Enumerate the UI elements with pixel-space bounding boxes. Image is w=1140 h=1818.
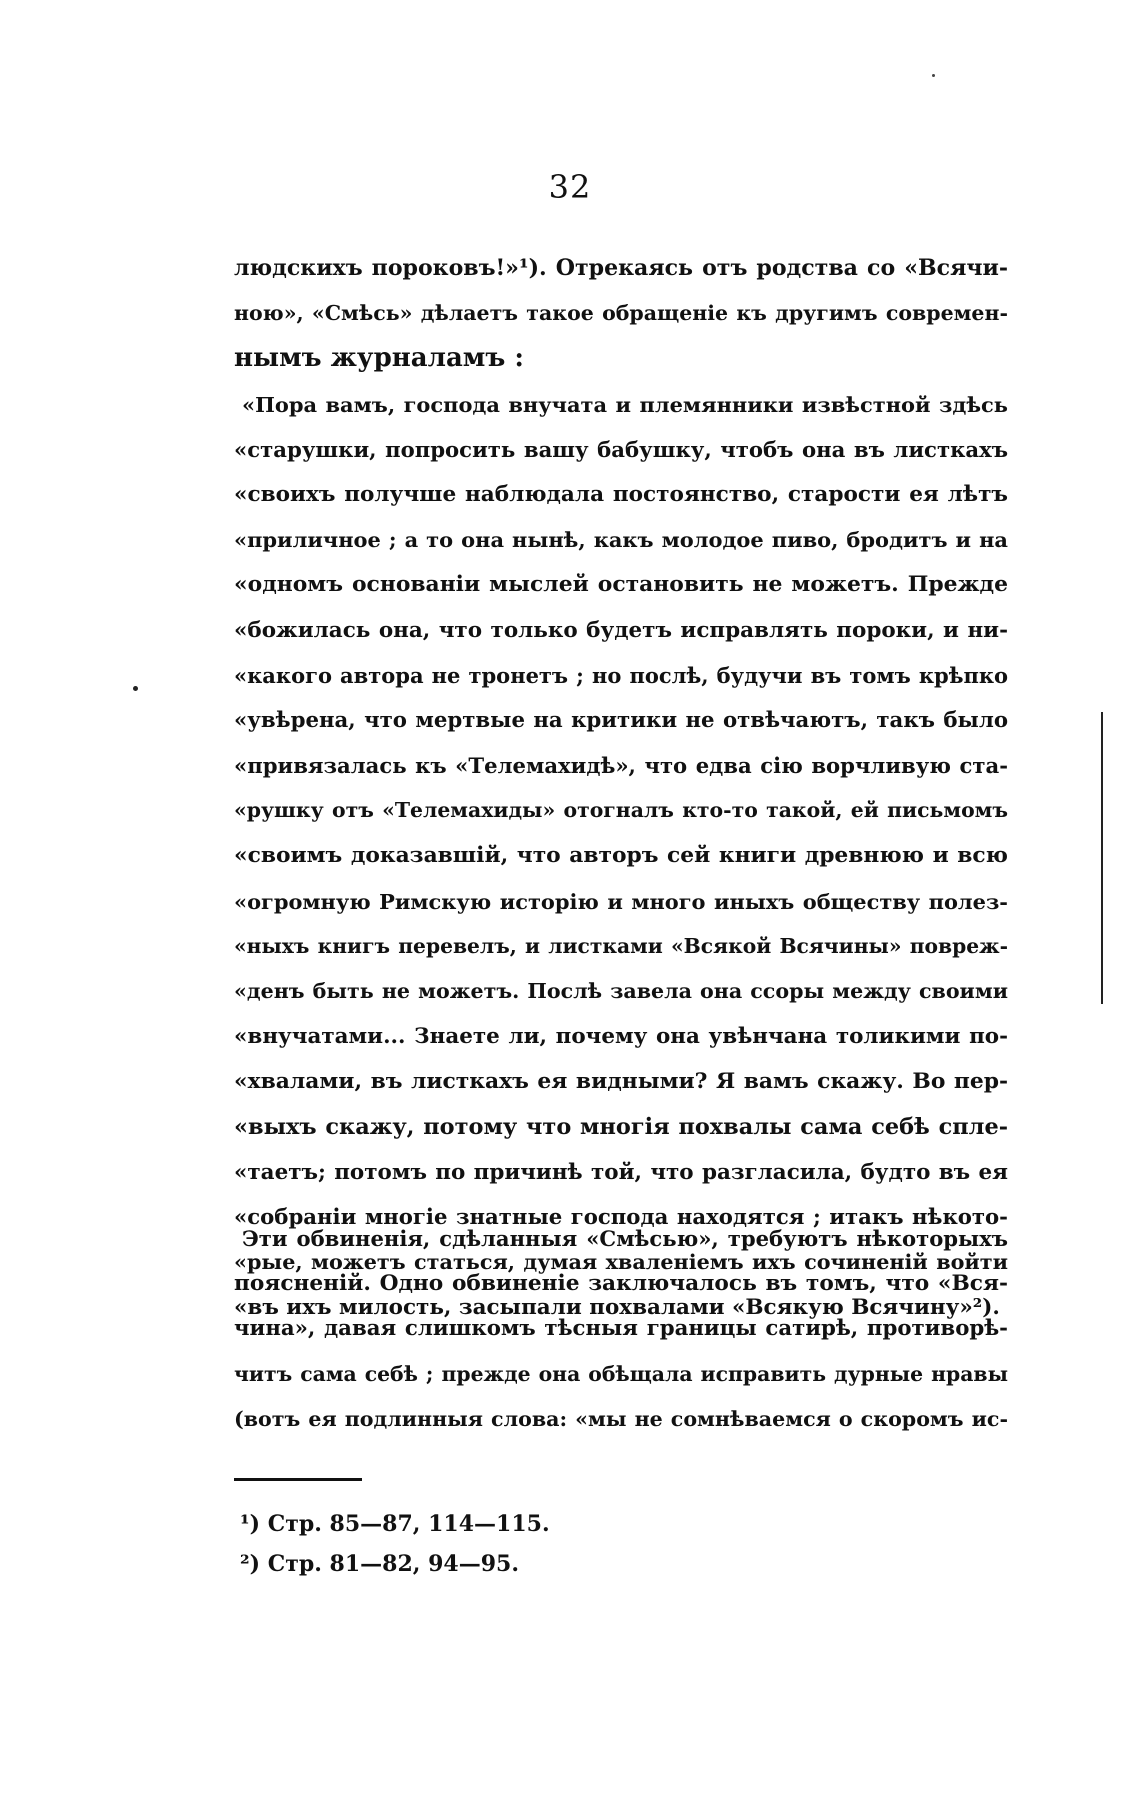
text-line: «божилась она, что только будетъ исправлять пороки, и ни- (234, 617, 1008, 643)
text-line: «хвалами, въ листкахъ ея видными? Я вамъ скажу. Во пер- (234, 1069, 1008, 1095)
text-line: чина», давая слишкомъ тѣсныя границы сатирѣ, противорѣ- (234, 1316, 1008, 1342)
text-line: «денъ быть не можетъ. Послѣ завела она ссоры между своими (234, 979, 1008, 1003)
text-line: поясненій. Одно обвиненіе заключалось въ томъ, что «Вся- (234, 1271, 1008, 1297)
paragraph-1 (234, 246, 1008, 1331)
text-line: читъ сама себѣ ; прежде она обѣщала исправить дурные нравы (234, 1361, 1008, 1386)
text-line: «выхъ скажу, потому что многія похвалы сама себѣ спле- (234, 1113, 1008, 1140)
text-line: «одномъ основаніи мыслей остановить не можетъ. Прежде (234, 571, 1008, 598)
footnote-2: ²) Стр. 81—82, 94—95. (240, 1551, 519, 1577)
footnotes (240, 1504, 740, 1584)
text-line: (вотъ ея подлинныя слова: «мы не сомнѣваемся о скоромъ ис- (234, 1406, 1008, 1431)
scan-speck (932, 74, 935, 77)
page-number: 32 (548, 168, 592, 206)
text-line: «внучатами... Знаете ли, почему она увѣнчана толикими по- (234, 1024, 1008, 1050)
text-line: «приличное ; а то она нынѣ, какъ молодое пиво, бродитъ и на (234, 527, 1008, 553)
text-line: «собраніи многіе знатные господа находятся ; итакъ нѣкото- (234, 1204, 1008, 1230)
text-line: «ныхъ книгъ перевелъ, и листками «Всякой Всячины» повреж- (234, 933, 1008, 958)
text-line: «въ ихъ милость, засыпали похвалами «Всякую Всячину»²). (234, 1295, 1000, 1321)
text-line: нымъ журналамъ : (234, 343, 524, 374)
text-line: «таетъ; потомъ по причинѣ той, что разгласила, будто въ ея (234, 1159, 1008, 1185)
text-line: «своихъ получше наблюдала постоянство, старости ея лѣтъ (234, 481, 1008, 507)
text-line: «своимъ доказавшій, что авторъ сей книги древнюю и всю (234, 843, 1008, 869)
text-line: «рые, можетъ статься, думая хваленіемъ ихъ сочиненій войти (234, 1250, 1008, 1275)
margin-rule (1101, 712, 1103, 1004)
footnote-1: ¹) Стр. 85—87, 114—115. (240, 1511, 550, 1537)
text-line: «рушку отъ «Телемахиды» отогналъ кто-то такой, ей письмомъ (234, 798, 1008, 823)
text-line: «увѣрена, что мертвые на критики не отвѣчаютъ, такъ было (234, 707, 1008, 733)
footnote-separator (234, 1478, 362, 1481)
margin-mark (133, 686, 138, 691)
paragraph-2 (234, 1216, 1008, 1442)
text-line: ною», «Смѣсь» дѣлаетъ такое обращеніе къ другимъ современ- (234, 301, 1008, 326)
text-line: «привязалась къ «Телемахидѣ», что едва сію ворчливую ста- (234, 753, 1008, 779)
text-line: «огромную Римскую исторію и много иныхъ обществу полез- (234, 888, 1008, 914)
text-line: «какого автора не тронетъ ; но послѣ, будучи въ томъ крѣпко (234, 662, 1008, 688)
text-line: Эти обвиненія, сдѣланныя «Смѣсью», требуютъ нѣкоторыхъ (242, 1226, 1008, 1251)
text-line: «Пора вамъ, господа внучата и племянники извѣстной здѣсь (242, 391, 1008, 417)
text-line: «старушки, попросить вашу бабушку, чтобъ она въ листкахъ (234, 436, 1008, 462)
text-line: людскихъ пороковъ!»¹). Отрекаясь отъ родства со «Всячи- (234, 255, 1008, 281)
